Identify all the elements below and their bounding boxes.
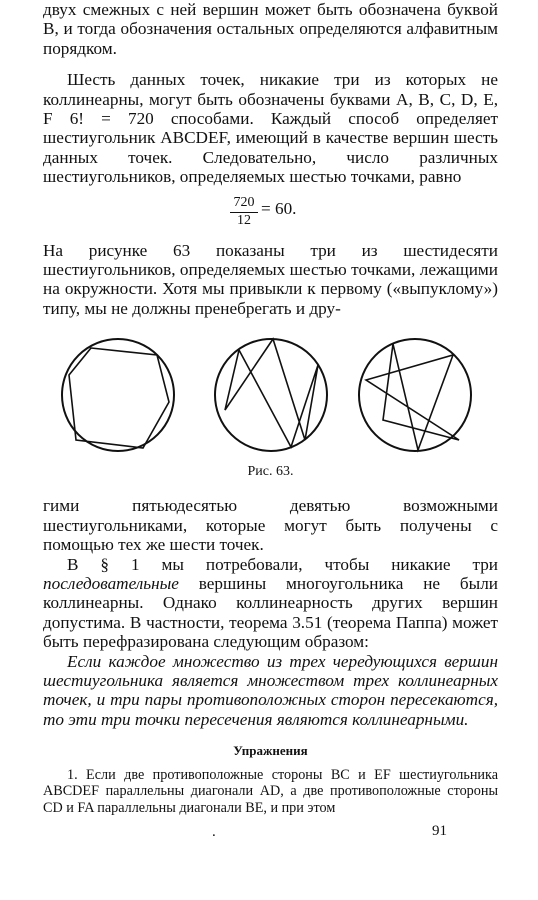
exercises-heading: Упражнения (233, 743, 308, 759)
figure-63 (43, 330, 498, 460)
page-number: 91 (432, 823, 447, 839)
para4-start: В § 1 мы потребовали, чтобы никакие три (67, 554, 498, 574)
theorem-statement: Если каждое множество из трех чередующихся вершин шестиугольника является множеством трех коллинеарных точек, и три пары противоположных сторон пересекаются, то эти три точки пересечения являются коллинеарными. (43, 651, 498, 729)
fraction (230, 195, 258, 229)
para4-emphasis: последовательные (43, 573, 179, 593)
bullet-mark: . (212, 824, 216, 840)
hexagon-convex (69, 348, 169, 448)
paragraph-six-points: Шесть данных точек, никакие три из которых не коллинеарны, могут быть обозначены буквами A, B, C, D, E, F 6! = 720 способами. Каждый способ определяет шестиугольник ABCDEF, имеющий в качестве вершин шесть данных точек. Следовательно, число различных шестиугольников, определяемых шестью точками, равно (43, 70, 498, 187)
fraction-numerator: 720 (230, 195, 258, 213)
formula-result: = 60. (261, 198, 297, 218)
book-page (43, 0, 498, 816)
fraction-denominator: 12 (237, 212, 251, 228)
circle-2 (215, 339, 327, 451)
paragraph-figure-intro: На рисунке 63 показаны три из шестидесяти шестиугольников, определяемых шестью точками, лежащими на окружности. Хотя мы привыкли к первому («выпуклому») типу, мы не должны пренебрегать и дру- (43, 240, 498, 318)
paragraph-sixty: гими пятьюдесятью девятью возможными шестиугольниками, которые могут быть получены с помощью тех же шести точек. (43, 496, 498, 555)
exercise-1: 1. Если две противоположные стороны BC и EF шестиугольника ABCDEF параллельны диагонали AD, а две противоположные стороны CD и FA параллельны диагонали BE, и при этом (43, 767, 498, 816)
hexagon-figures (43, 330, 498, 460)
paragraph-collinear (43, 555, 498, 652)
hexagon-crossed-1 (225, 339, 318, 447)
para4-end: вершины многоугольника не были коллинеарны. Однако коллинеарность других вершин допустима. В частности, теорема 3.51 (теорема Паппа) может быть перефразирована следующим образом: (43, 573, 498, 652)
hexagon-crossed-2 (366, 344, 459, 450)
formula (43, 187, 498, 241)
paragraph-continuation: двух смежных с ней вершин может быть обозначена буквой B, и тогда обозначения остальных определяются алфавитным порядком. (43, 0, 498, 58)
figure-caption: Рис. 63. (247, 464, 294, 480)
